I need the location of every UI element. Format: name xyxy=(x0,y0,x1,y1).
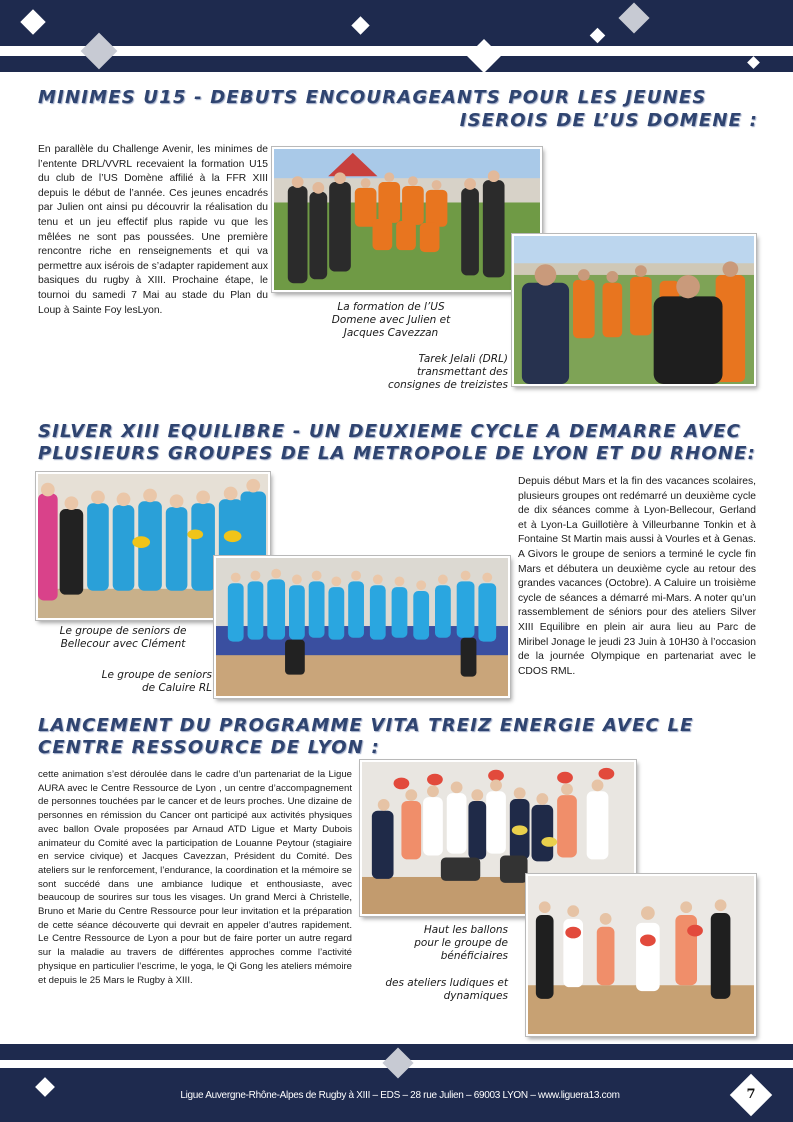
section3-caption-group: Haut les ballons pour le groupe de bénéficiaires xyxy=(414,924,508,962)
footer-address-text: Ligue Auvergne-Rhône-Alpes de Rugby à XIII – EDS – 28 rue Julien – 69003 LYON – www.liguera13.com xyxy=(180,1090,620,1101)
section1-caption-coach: Tarek Jelali (DRL) transmettant des consignes de treizistes xyxy=(387,353,508,391)
page-footer-band xyxy=(0,1044,793,1122)
seniors-caluire-photo xyxy=(214,556,510,698)
page-header-band xyxy=(0,0,793,72)
header-band-top xyxy=(0,0,793,46)
team-photo-domene xyxy=(272,147,542,292)
section2-title-line2: PLUSIEURS GROUPES DE LA METROPOLE DE LYON ET DU RHONE: xyxy=(38,443,757,464)
section3-title-line2: CENTRE RESSOURCE DE LYON : xyxy=(38,737,380,758)
section1-body-text: En parallèle du Challenge Avenir, les minimes de l’entente DRL/VVRL recevaient la formation U15 du club de l’US Domène affilié à la FFR XIII depuis le début de l’année. Ces jeunes encadrés par Julien ont ainsi pu découvrir la réalisation du tenu et un jeu effectif plus rapide vu que les mêlées ne sont pas poussées. Une première rencontre riche en renseignements et qui va permettre aux isérois de s’adapter rapidement aux basiques du rugby à XIII. Prochaine étape, le tournoi du samedi 7 Mai au stade du Plan du Loup à Sainte Foy lesLyon. xyxy=(38,144,268,316)
coach-photo-tarek xyxy=(512,234,756,386)
section2-body-text: Depuis début Mars et la fin des vacances scolaires, plusieurs groupes ont redémarré un deuxième cycle de dix séances comme à Lyon-Bellecour, Gerland et à Lyon-La Guillotière à Villeurbanne Tonkin et à Fontaine St Martin mais aussi à Vourles et à Genas. A Givors le groupe de seniors a terminé le cycle fin Mars et débutera un deuxième cycle au retour des grandes vacances (Octobre). A Caluire un troisième cycle de séances a démarré mi-Mars. A noter qu’un rassemblement de séniors pour des ateliers Silver XIII Equilibre en plein air aura lieu au Parc de Miribel Jonage le jeudi 23 Juin à 10H30 à l’occasion de la journée Olympique en partenariat avec le CDOS RML. xyxy=(518,476,756,677)
section3-title-line1: LANCEMENT DU PROGRAMME VITA TREIZ ENERGIE AVEC LE xyxy=(38,715,694,736)
section2-caption-bellecour: Le groupe de seniors de Bellecour avec Clément xyxy=(59,625,187,650)
page-number: 7 xyxy=(746,1087,756,1102)
header-band-bottom xyxy=(0,56,793,72)
section3-caption-dynamic: des ateliers ludiques et dynamiques xyxy=(385,977,508,1002)
section1-title-line1: MINIMES U15 - DEBUTS ENCOURAGEANTS POUR LES JEUNES xyxy=(38,87,707,108)
section3-body-text: cette animation s’est déroulée dans le cadre d’un partenariat de la Ligue AURA avec le Centre Ressource de Lyon , un centre d’accompagnement de personnes touchées par le cancer et de leurs proches. Une dizaine de personnes en rémission du Cancer ont participé aux activités physiques avec ballon Ovale proposées par Arnaud ATD Ligue et Marty Dubois animateur du Comité avec la participation de Louanne Peytour (stagiaire en service civique) et Jacques Cavezzan, Président du Comité. Des ateliers sur le renforcement, l’endurance, la coordination et la mémoire se sont succédé dans une ambiance ludique et enthousiaste, avec beaucoup de sourires sur tous les visages. Un grand Merci à Christelle, Bruno et Marie du Centre Ressource pour leur invitation et la préparation de cette séance découverte qui devrait en appeler d’autres rapidement. Le Centre Ressource de Lyon a pour but de faire porter un autre regard sur la maladie au travers de différentes approches comme l’activité physique en particulier l’escrime, le yoga, le Qi Gong les ateliers mémoire et depuis le 25 Mars le Rugby à XIII. xyxy=(38,769,352,986)
section1-title-line2: ISEROIS DE L’US DOMENE : xyxy=(459,110,758,131)
vita-dynamic-photo xyxy=(526,874,756,1036)
section2-title-line1: SILVER XIII EQUILIBRE - UN DEUXIEME CYCLE A DEMARRE AVEC xyxy=(38,421,742,442)
section2-caption-caluire: Le groupe de seniors de Caluire RL xyxy=(101,669,212,694)
section1-caption-team: La formation de l’US Domene avec Julien et Jacques Cavezzan xyxy=(331,301,451,339)
